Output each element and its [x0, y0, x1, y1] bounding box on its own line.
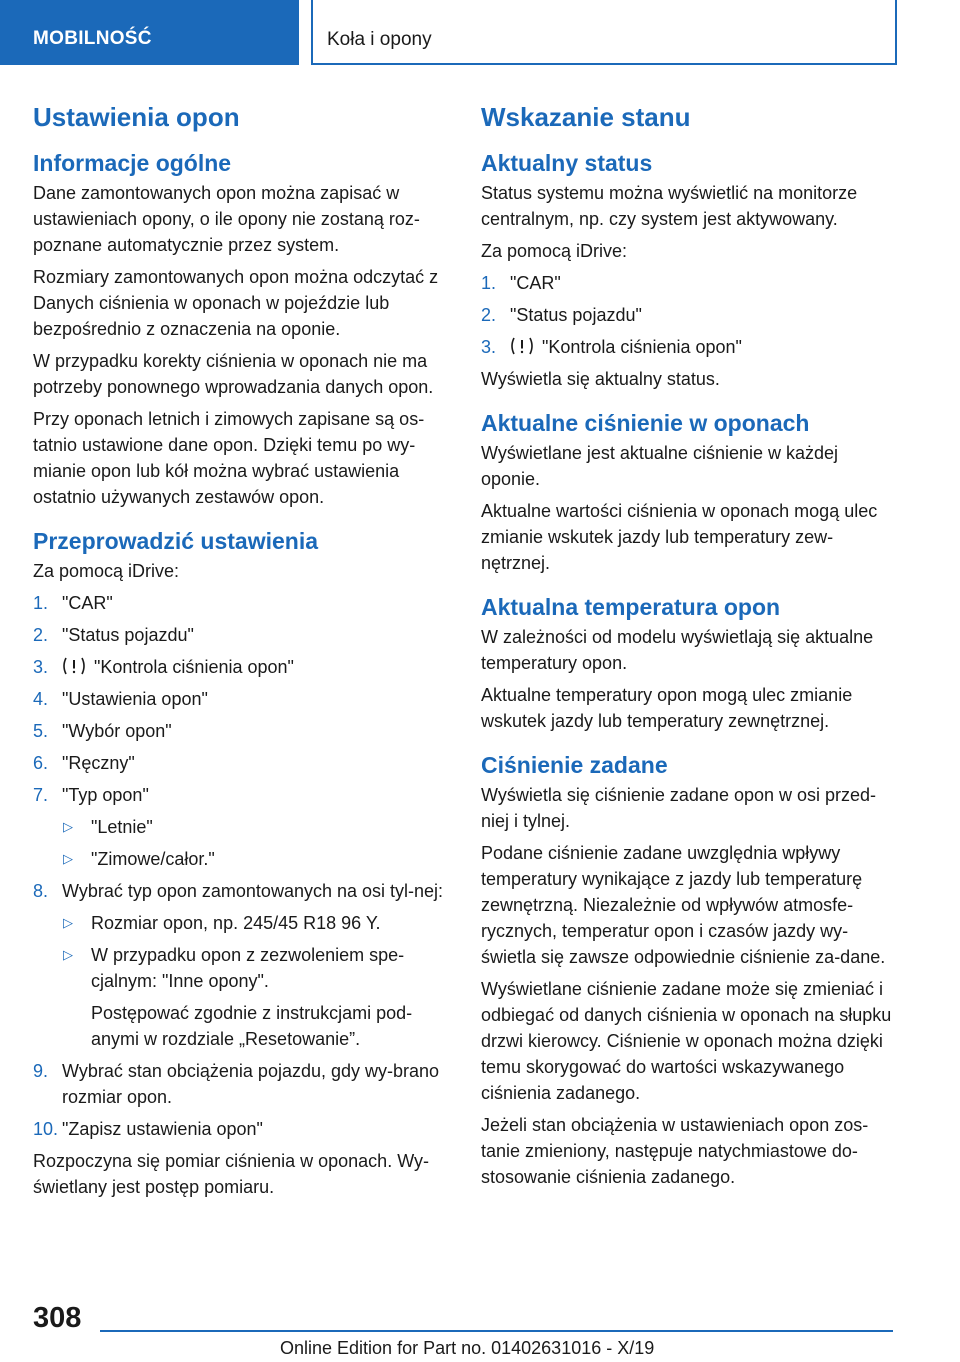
heading-tire-settings: Ustawienia opon	[33, 102, 240, 132]
step-number: 2.	[33, 625, 49, 645]
paragraph: Dane zamontowanych opon można zapisać w ustawieniach opony, o ile opony nie zostaną roz‐poznane automatycznie przez system.	[33, 183, 420, 255]
footer-divider	[100, 1330, 893, 1332]
step-item	[33, 590, 449, 616]
heading-target-pressure: Ciśnienie zadane	[481, 752, 668, 778]
step-item	[33, 878, 449, 904]
paragraph: Wyświetlane ciśnienie zadane może się zmieniać i odbiegać od danych ciśnienia w oponach na słupku drzwi kierowcy. Ciśnienie w oponach można dzięki temu skorygować do wartości wskazywanego ciśnienia zadanego.	[481, 979, 892, 1103]
heading-general-info: Informacje ogólne	[33, 150, 232, 176]
step-number: 1.	[33, 593, 49, 613]
step-number: 10.	[33, 1119, 59, 1139]
heading-current-pressure: Aktualne ciśnienie w oponach	[481, 410, 810, 436]
sub-item-text: Rozmiar opon, np. 245/45 R18 96 Y.	[91, 913, 381, 933]
step-text: "Typ opon"	[62, 785, 149, 805]
paragraph: Aktualne temperatury opon mogą ulec zmianie wskutek jazdy lub temperatury zewnętrznej.	[481, 685, 853, 731]
paragraph: Aktualne wartości ciśnienia w oponach mogą ulec zmianie wskutek jazdy lub temperatury zew‐nętrznej.	[481, 501, 878, 573]
paragraph: Przy oponach letnich i zimowych zapisane są os‐tatnio ustawione dane opon. Dzięki temu po wy‐mianie opon lub kół można wybrać ustawienia ostatnio używanych zestawów opon.	[33, 409, 425, 507]
triangle-bullet-icon: ▷	[63, 947, 73, 962]
step-item	[481, 334, 897, 360]
step-item	[481, 270, 897, 296]
right-column	[481, 100, 897, 1196]
step-number: 8.	[33, 881, 49, 901]
step-number: 3.	[33, 657, 49, 677]
step-item	[33, 1058, 449, 1110]
heading-perform-settings: Przeprowadzić ustawienia	[33, 528, 319, 554]
sub-item	[33, 814, 449, 840]
paragraph: W zależności od modelu wyświetlają się aktualne temperatury opon.	[481, 627, 874, 673]
triangle-bullet-icon: ▷	[63, 819, 73, 834]
idrive-intro: Za pomocą iDrive:	[481, 241, 628, 261]
step-number: 1.	[481, 273, 497, 293]
paragraph: Rozpoczyna się pomiar ciśnienia w oponach. Wy‐świetlany jest postęp pomiaru.	[33, 1151, 430, 1197]
step-item	[33, 718, 449, 744]
paragraph: Podane ciśnienie zadane uwzględnia wpływy temperatury wynikające z jazdy lub temperaturę zewnętrzną. Niezależnie od wpływów atmosfe‐rycznych, temperatur opon i czasów jazdy wy‐świetla się zawsze odpowiednie ciśnienie za‐dane.	[481, 843, 886, 967]
section-title: MOBILNOŚĆ	[33, 28, 152, 49]
step-item	[33, 686, 449, 712]
sub-item	[33, 846, 449, 872]
triangle-bullet-icon: ▷	[63, 915, 73, 930]
sub-item-text: W przypadku opon z zezwoleniem spe‐cjalnym: "Inne opony".	[91, 945, 405, 991]
left-column	[33, 100, 449, 1206]
step-text: "Ustawienia opon"	[62, 689, 208, 709]
paragraph: Wyświetla się ciśnienie zadane opon w osi przed‐niej i tylnej.	[481, 785, 877, 831]
step-number: 3.	[481, 337, 497, 357]
step-text: "Zapisz ustawienia opon"	[62, 1119, 263, 1139]
step-text: "Ręczny"	[62, 753, 135, 773]
chapter-tab	[311, 0, 897, 65]
sub-item	[33, 910, 449, 936]
paragraph: Rozmiary zamontowanych opon można odczytać z Danych ciśnienia w oponach w pojeździe lub bezpośrednio z oznaczenia na oponie.	[33, 267, 439, 339]
sub-item-note: Postępować zgodnie z instrukcjami pod‐anymi w rozdziale „Resetowanie”.	[91, 1003, 413, 1049]
step-number: 2.	[481, 305, 497, 325]
step-text: "Kontrola ciśnienia opon"	[94, 657, 294, 677]
step-text: "Status pojazdu"	[62, 625, 194, 645]
step-number: 7.	[33, 785, 49, 805]
heading-current-temperature: Aktualna temperatura opon	[481, 594, 781, 620]
tire-pressure-warning-icon	[510, 336, 534, 356]
step-item	[33, 782, 449, 808]
paragraph: Wyświetla się aktualny status.	[481, 369, 720, 389]
section-tab	[0, 0, 299, 65]
step-item	[33, 622, 449, 648]
footer-edition: Online Edition for Part no. 01402631016 - X/19	[280, 1338, 655, 1358]
paragraph: W przypadku korekty ciśnienia w oponach nie ma potrzeby ponownego wprowadzania danych opon.	[33, 351, 434, 397]
paragraph: Wyświetlane jest aktualne ciśnienie w każdej oponie.	[481, 443, 839, 489]
step-item	[33, 1116, 449, 1142]
step-number: 9.	[33, 1061, 49, 1081]
step-text: "Status pojazdu"	[510, 305, 642, 325]
step-number: 6.	[33, 753, 49, 773]
step-number: 5.	[33, 721, 49, 741]
sub-item-text: "Letnie"	[91, 817, 153, 837]
step-text: Wybrać stan obciążenia pojazdu, gdy wy‐brano rozmiar opon.	[62, 1061, 440, 1107]
step-item	[33, 654, 449, 680]
step-text: "Wybór opon"	[62, 721, 172, 741]
heading-status-display: Wskazanie stanu	[481, 102, 691, 132]
step-text: Wybrać typ opon zamontowanych na osi tyl‐nej:	[62, 881, 444, 901]
sub-item-text: "Zimowe/całor."	[91, 849, 215, 869]
chapter-title: Koła i opony	[327, 29, 432, 50]
step-text: "Kontrola ciśnienia opon"	[542, 337, 742, 357]
step-text: "CAR"	[510, 273, 561, 293]
step-text: "CAR"	[62, 593, 113, 613]
sub-item	[33, 942, 449, 994]
paragraph: Jeżeli stan obciążenia w ustawieniach opon zos‐tanie zmieniony, następuje natychmiastowe do‐stosowanie ciśnienia zadanego.	[481, 1115, 869, 1187]
triangle-bullet-icon: ▷	[63, 851, 73, 866]
heading-current-status: Aktualny status	[481, 150, 653, 176]
tire-pressure-warning-icon	[62, 656, 86, 676]
page-number: 308	[33, 1302, 82, 1334]
step-item	[33, 750, 449, 776]
step-item	[481, 302, 897, 328]
paragraph: Status systemu można wyświetlić na monitorze centralnym, np. czy system jest aktywowany.	[481, 183, 858, 229]
idrive-intro: Za pomocą iDrive:	[33, 561, 180, 581]
step-number: 4.	[33, 689, 49, 709]
